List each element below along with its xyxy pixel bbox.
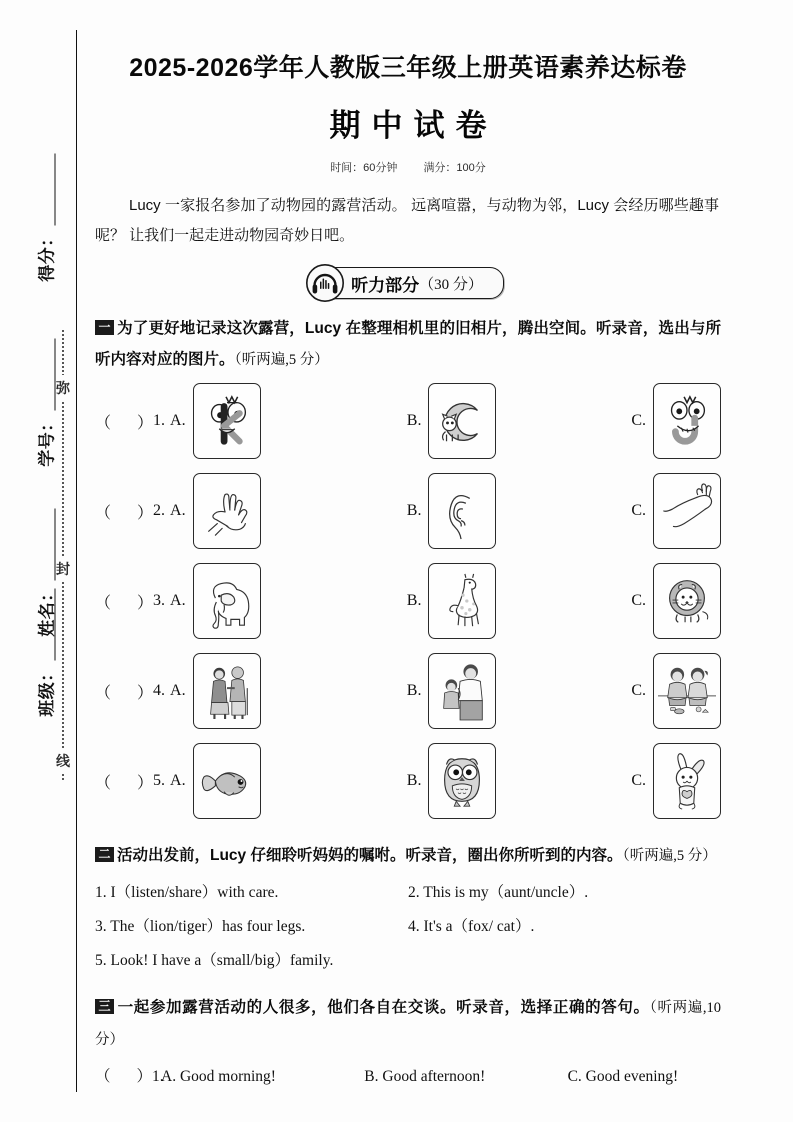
circle-item-text: Look! I have a（small/big）family.	[110, 952, 334, 969]
answer-bracket[interactable]: （ ）	[95, 504, 154, 522]
field-score	[33, 133, 58, 303]
option-b-label: B.	[406, 682, 422, 699]
option-a[interactable]	[170, 563, 407, 639]
section-1-number: 一	[95, 320, 114, 335]
question-number: 4.	[153, 682, 166, 699]
exam-time: 时间：60分钟	[330, 162, 398, 174]
section-2-heading	[95, 840, 721, 872]
arm-line-drawing-image	[653, 473, 721, 549]
listening-banner	[312, 267, 504, 299]
page-title: 2025-2026学年人教版三年级上册英语素养达标卷	[129, 54, 687, 82]
picture-question-row	[95, 556, 721, 646]
circle-item[interactable]	[95, 876, 408, 910]
hand-line-drawing-image	[193, 473, 261, 549]
picture-question-row	[95, 736, 721, 826]
exam-meta	[95, 159, 721, 175]
listening-banner-wrap	[95, 267, 721, 299]
option-b-text: Good afternoon!	[382, 1068, 486, 1085]
ear-line-drawing-image	[428, 473, 496, 549]
field-student-name-label: 姓名：	[37, 584, 57, 637]
seal-char-2: 封	[52, 556, 74, 582]
option-c-label: C.	[631, 772, 646, 789]
intro-paragraph: Lucy 一家报名参加了动物园的露营活动。 远离喧嚣，与动物为邻，Lucy 会经历哪些趣事呢？ 让我们一起走进动物园奇妙日吧。	[95, 197, 719, 244]
circle-item-number: 3.	[95, 918, 107, 935]
circle-item-number: 1.	[95, 884, 107, 901]
answer-bracket[interactable]: （ ）	[95, 774, 154, 792]
letter-k-cartoon-image	[193, 383, 261, 459]
option-a-label: A.	[161, 1068, 177, 1085]
option-b[interactable]	[407, 383, 632, 459]
circle-item[interactable]	[95, 910, 408, 944]
circle-row	[95, 944, 721, 978]
circle-row	[95, 910, 721, 944]
option-b[interactable]	[407, 473, 632, 549]
listening-banner-title: 听力部分	[351, 275, 420, 295]
option-b-label: B.	[406, 412, 422, 429]
circle-item-number: 5.	[95, 952, 107, 969]
grandparents-photo-image	[193, 653, 261, 729]
section-2-prompt: 活动出发前，Lucy 仔细聆听妈妈的嘱咐。听录音，圈出你所听到的内容。	[117, 847, 623, 864]
section-3-number: 三	[95, 999, 114, 1014]
elephant-line-drawing-image	[193, 563, 261, 639]
option-a-label: A.	[170, 592, 186, 609]
father-and-child-photo-image	[428, 653, 496, 729]
option-c-label: C.	[631, 592, 646, 609]
section-2-number: 二	[95, 847, 114, 862]
sidebar-divider-line	[76, 30, 77, 1092]
option-c[interactable]	[631, 473, 721, 549]
field-class	[33, 568, 58, 738]
section-1-note: （听两遍,5 分）	[234, 352, 329, 368]
circle-item[interactable]	[408, 910, 721, 944]
circle-item-number: 2.	[408, 884, 420, 901]
option-c-label: C.	[631, 682, 646, 699]
option-a[interactable]	[161, 1060, 364, 1094]
section-3-prompt: 一起参加露营活动的人很多，他们各自在交谈。听录音，选择正确的答句。	[117, 999, 650, 1016]
option-a[interactable]	[170, 743, 407, 819]
picture-question-row	[95, 646, 721, 736]
answer-bracket[interactable]: （ ）	[95, 684, 154, 702]
question-number: 1.	[152, 1068, 164, 1085]
picture-question-row	[95, 376, 721, 466]
picture-question-row	[95, 466, 721, 556]
option-a-label: A.	[170, 772, 186, 789]
option-b-label: B.	[364, 1068, 379, 1085]
answer-bracket[interactable]: （ ）	[95, 594, 154, 612]
circle-exercise-list	[95, 876, 721, 978]
field-class-label: 班级：	[37, 664, 57, 717]
field-student-id	[33, 318, 58, 488]
multiple-choice-row	[95, 1060, 721, 1094]
circle-item-number: 4.	[408, 918, 420, 935]
headphones-icon	[305, 263, 345, 303]
option-a[interactable]	[170, 383, 407, 459]
section-2-note: 遍,5 分）	[658, 848, 717, 864]
section-1-prompt: 为了更好地记录这次露营，Lucy 在整理相机里的旧相片，腾出空间。听录音，选出与所听内容对应的图片。	[95, 320, 721, 368]
question-number: 2.	[153, 502, 166, 519]
option-c[interactable]	[631, 653, 721, 729]
question-number: 3.	[153, 592, 166, 609]
seal-char-1: 弥	[52, 375, 74, 401]
question-number: 5.	[153, 772, 166, 789]
option-c[interactable]	[568, 1060, 721, 1094]
section-3-note-wrap: （听两	[649, 1000, 688, 1016]
section-3-note: 遍,10 分）	[95, 1000, 722, 1048]
option-b[interactable]	[407, 743, 632, 819]
field-student-id-input[interactable]	[41, 338, 55, 410]
option-a-label: A.	[170, 682, 186, 699]
field-student-id-label: 学号：	[37, 414, 57, 467]
field-class-input[interactable]	[41, 588, 55, 660]
field-score-label: 得分：	[37, 229, 57, 282]
option-c[interactable]	[631, 743, 721, 819]
section-1-heading	[95, 313, 721, 376]
option-b-label: B.	[406, 592, 422, 609]
lion-cartoon-image	[653, 563, 721, 639]
letter-c-cat-cartoon-image	[428, 383, 496, 459]
option-c-label: C.	[631, 412, 646, 429]
question-number: 1.	[153, 412, 166, 429]
letter-j-cartoon-image	[653, 383, 721, 459]
option-c[interactable]	[631, 563, 721, 639]
circle-item-text: The（lion/tiger）has four legs.	[110, 918, 306, 935]
circle-item-text: This is my（aunt/uncle）.	[423, 884, 589, 901]
listening-banner-score: （30 分）	[419, 276, 483, 293]
option-a-label: A.	[170, 412, 186, 429]
exam-total-score: 满分：100分	[423, 162, 486, 174]
giraffe-line-drawing-image	[428, 563, 496, 639]
circle-item-text: I（listen/share）with care.	[110, 884, 279, 901]
fish-cartoon-image	[193, 743, 261, 819]
option-c[interactable]	[631, 383, 721, 459]
option-b[interactable]	[407, 563, 632, 639]
option-a-label: A.	[170, 502, 186, 519]
seal-char-3: 线	[52, 748, 74, 774]
option-b[interactable]	[364, 1060, 567, 1094]
option-a[interactable]	[170, 473, 407, 549]
answer-bracket[interactable]: （ ）1.	[95, 1068, 164, 1085]
page-subtitle: 期中试卷	[329, 108, 498, 143]
circle-item[interactable]	[408, 876, 721, 910]
option-c-text: Good evening!	[585, 1068, 679, 1085]
option-c-label: C.	[567, 1068, 582, 1085]
circle-item-empty	[408, 944, 721, 978]
field-score-input[interactable]	[41, 153, 55, 225]
option-b-label: B.	[406, 772, 422, 789]
two-children-playing-photo-image	[653, 653, 721, 729]
answer-bracket[interactable]: （ ）	[95, 414, 154, 432]
circle-row	[95, 876, 721, 910]
option-a[interactable]	[170, 653, 407, 729]
owl-cartoon-image	[428, 743, 496, 819]
circle-item-text: It's a（fox/ cat）.	[423, 918, 535, 935]
circle-item[interactable]	[95, 944, 408, 978]
section-2-note-wrap: （听两	[622, 848, 659, 864]
rabbit-cartoon-image	[653, 743, 721, 819]
option-a-text: Good morning!	[179, 1068, 276, 1085]
sealing-sidebar	[0, 0, 88, 1122]
option-c-label: C.	[631, 502, 646, 519]
option-b-label: B.	[406, 502, 422, 519]
exam-content	[95, 0, 721, 1094]
section-3-heading	[95, 992, 721, 1056]
option-b[interactable]	[407, 653, 632, 729]
